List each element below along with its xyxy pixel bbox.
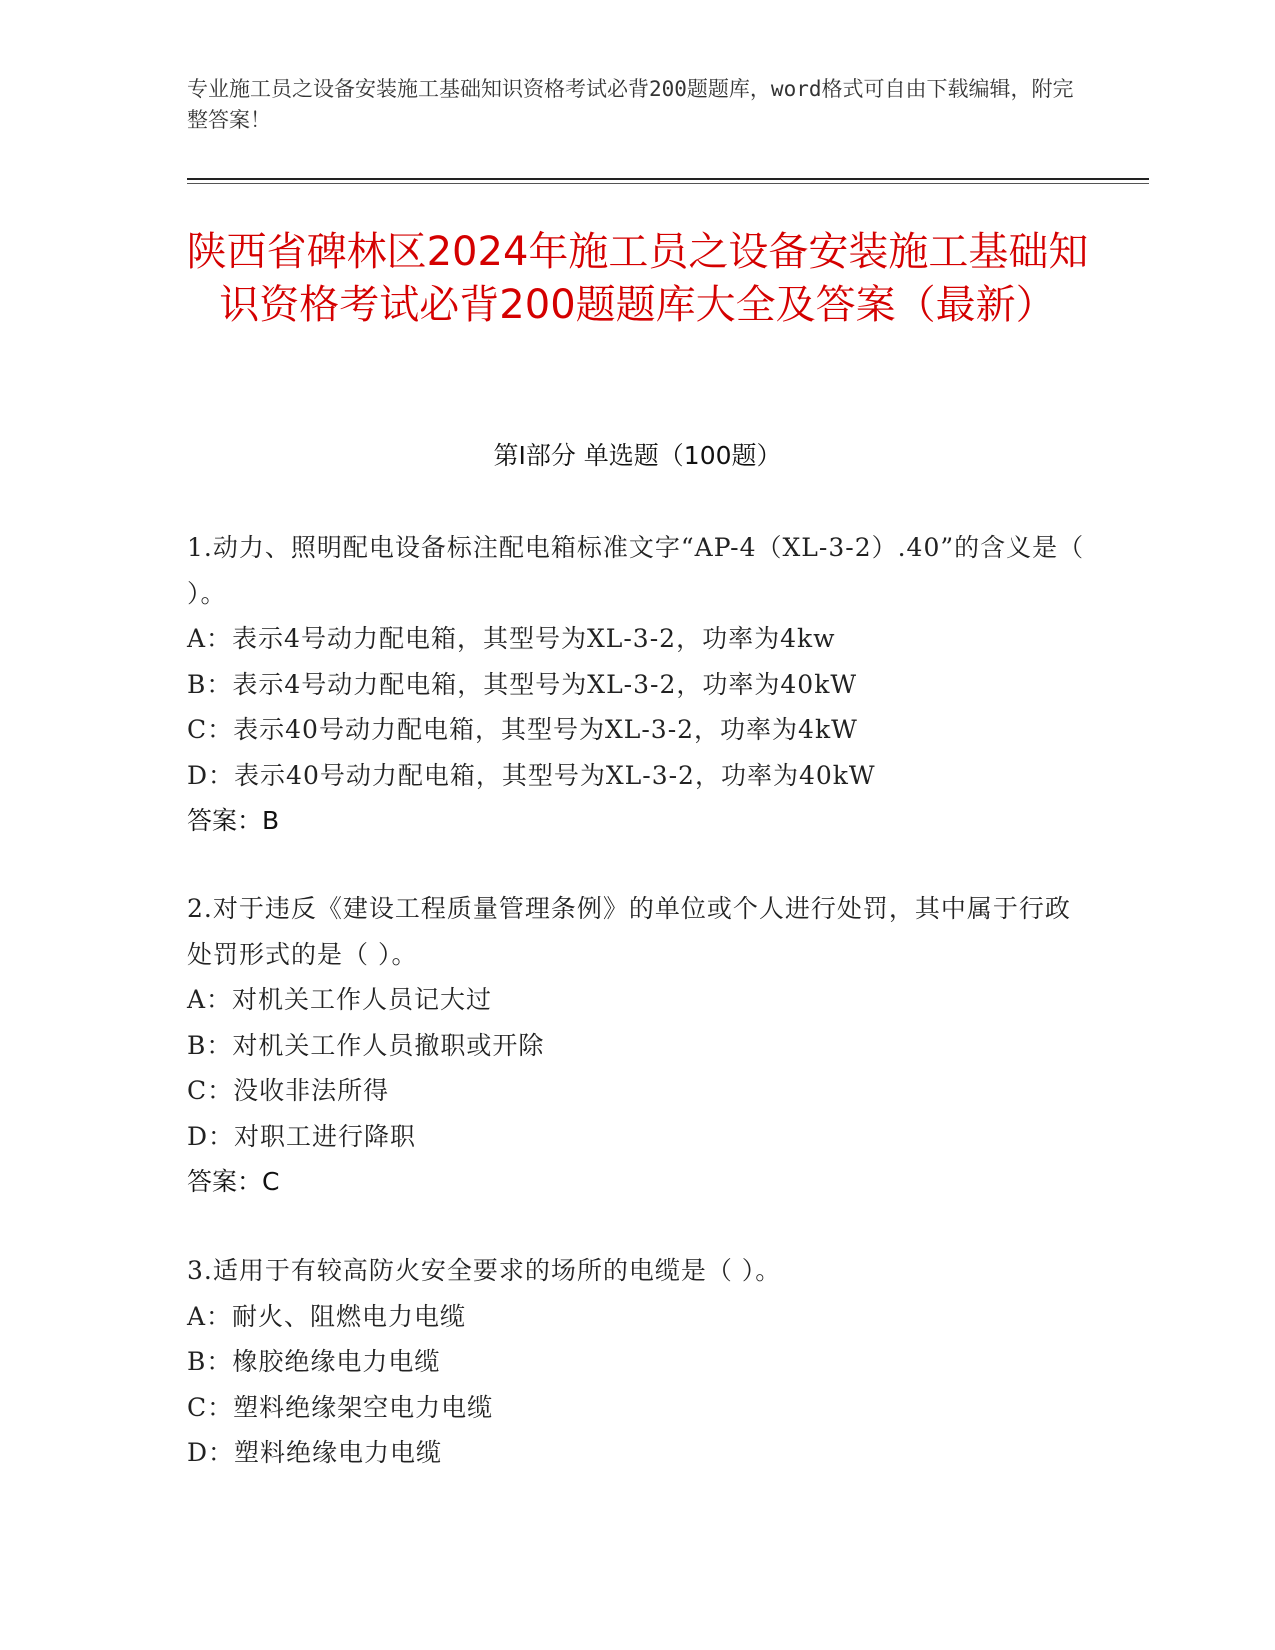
question-stem: 2.对于违反《建设工程质量管理条例》的单位或个人进行处罚，其中属于行政处罚形式的是（ ）。 [187,894,1071,969]
question-item [187,525,1087,844]
answer-line: 答案：C [187,1167,280,1196]
document-title: 陕西省碑林区2024年施工员之设备安装施工基础知识资格考试必背200题题库大全及答案（最新） [186,229,1089,328]
option-b: B：对机关工作人员撤职或开除 [187,1030,545,1060]
option-a: A：耐火、阻燃电力电缆 [187,1301,467,1331]
option-b: B：表示4号动力配电箱，其型号为XL-3-2，功率为40kW [187,669,858,699]
option-d: D：塑料绝缘电力电缆 [187,1438,443,1467]
section-title: 第Ⅰ部分 单选题（100题） [493,441,782,470]
option-c: C：塑料绝缘架空电力电缆 [187,1392,494,1422]
question-item [187,1248,1087,1476]
option-c: C：没收非法所得 [187,1076,390,1105]
header-divider-thick [187,178,1149,180]
option-d: D：对职工进行降职 [187,1121,417,1151]
question-item [187,886,1087,1205]
question-stem: 3.适用于有较高防火安全要求的场所的电缆是（ ）。 [187,1256,782,1285]
option-b: B：橡胶绝缘电力电缆 [187,1347,441,1376]
option-d: D：表示40号动力配电箱，其型号为XL-3-2，功率为40kW [187,760,876,790]
question-stem: 1.动力、照明配电设备标注配电箱标准文字“AP-4（XL-3-2）.40”的含义是（ ）。 [187,533,1085,608]
option-c: C：表示40号动力配电箱，其型号为XL-3-2，功率为4kW [187,715,858,744]
header-divider-thin [187,183,1149,184]
option-a: A：表示4号动力配电箱，其型号为XL-3-2，功率为4kw [187,624,836,653]
answer-line: 答案：B [187,806,280,835]
option-a: A：对机关工作人员记大过 [187,985,493,1014]
header-note: 专业施工员之设备安装施工基础知识资格考试必背200题题库，word格式可自由下载编辑，附完整答案！ [187,77,1074,132]
